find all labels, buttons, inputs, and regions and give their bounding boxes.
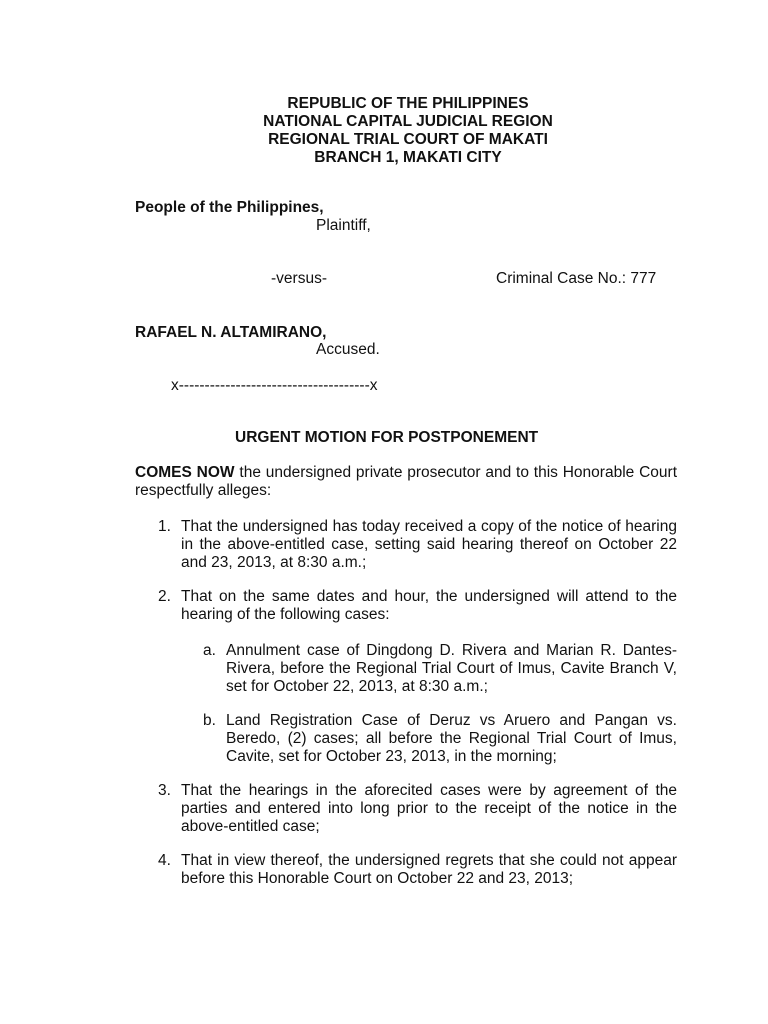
plaintiff-name: People of the Philippines, (135, 199, 324, 216)
caption-separator: x-------------------------------------x (171, 377, 378, 394)
header-line-region: NATIONAL CAPITAL JUDICIAL REGION (263, 113, 553, 130)
intro-paragraph (135, 464, 677, 500)
subitem-text: Land Registration Case of Deruz vs Aruero and Pangan vs. Beredo, (2) cases; all before the Regional Trial Court of Imus, Cavite, set for October 23, 2013, in the morning; (226, 712, 677, 765)
paragraph-number: 1. (158, 518, 171, 535)
plaintiff-role: Plaintiff, (316, 217, 371, 234)
subitem-letter: a. (203, 642, 216, 659)
paragraph-number: 3. (158, 782, 171, 799)
paragraph-text: That in view thereof, the undersigned regrets that she could not appear before this Honorable Court on October 22 and 23, 2013; (181, 852, 677, 887)
motion-title: URGENT MOTION FOR POSTPONEMENT (235, 429, 539, 446)
accused-name: RAFAEL N. ALTAMIRANO, (135, 324, 327, 341)
header-line-branch: BRANCH 1, MAKATI CITY (314, 149, 502, 166)
versus-label: -versus- (271, 270, 327, 287)
paragraph-text: That on the same dates and hour, the undersigned will attend to the hearing of the following cases: (181, 588, 677, 623)
header-line-republic: REPUBLIC OF THE PHILIPPINES (287, 95, 529, 112)
intro-lead: COMES NOW (135, 464, 235, 481)
header-line-court: REGIONAL TRIAL COURT OF MAKATI (268, 131, 548, 148)
paragraph-text: That the undersigned has today received a copy of the notice of hearing in the above-entitled case, setting said hearing thereof on October 22 and 23, 2013, at 8:30 a.m.; (181, 518, 677, 571)
court-header (0, 95, 768, 167)
subitem-text: Annulment case of Dingdong D. Rivera and Marian R. Dantes-Rivera, before the Regional Trial Court of Imus, Cavite Branch V, set for October 22, 2013, at 8:30 a.m.; (226, 642, 677, 695)
paragraph-number: 4. (158, 852, 171, 869)
paragraph-text: That the hearings in the aforecited cases were by agreement of the parties and entered into long prior to the receipt of the notice in the above-entitled case; (181, 782, 677, 835)
intro-text: the undersigned private prosecutor and to this Honorable Court respectfully alleges: (135, 464, 677, 499)
subitem-letter: b. (203, 712, 216, 729)
paragraph-number: 2. (158, 588, 171, 605)
accused-role: Accused. (316, 341, 380, 358)
case-number: Criminal Case No.: 777 (496, 270, 657, 287)
